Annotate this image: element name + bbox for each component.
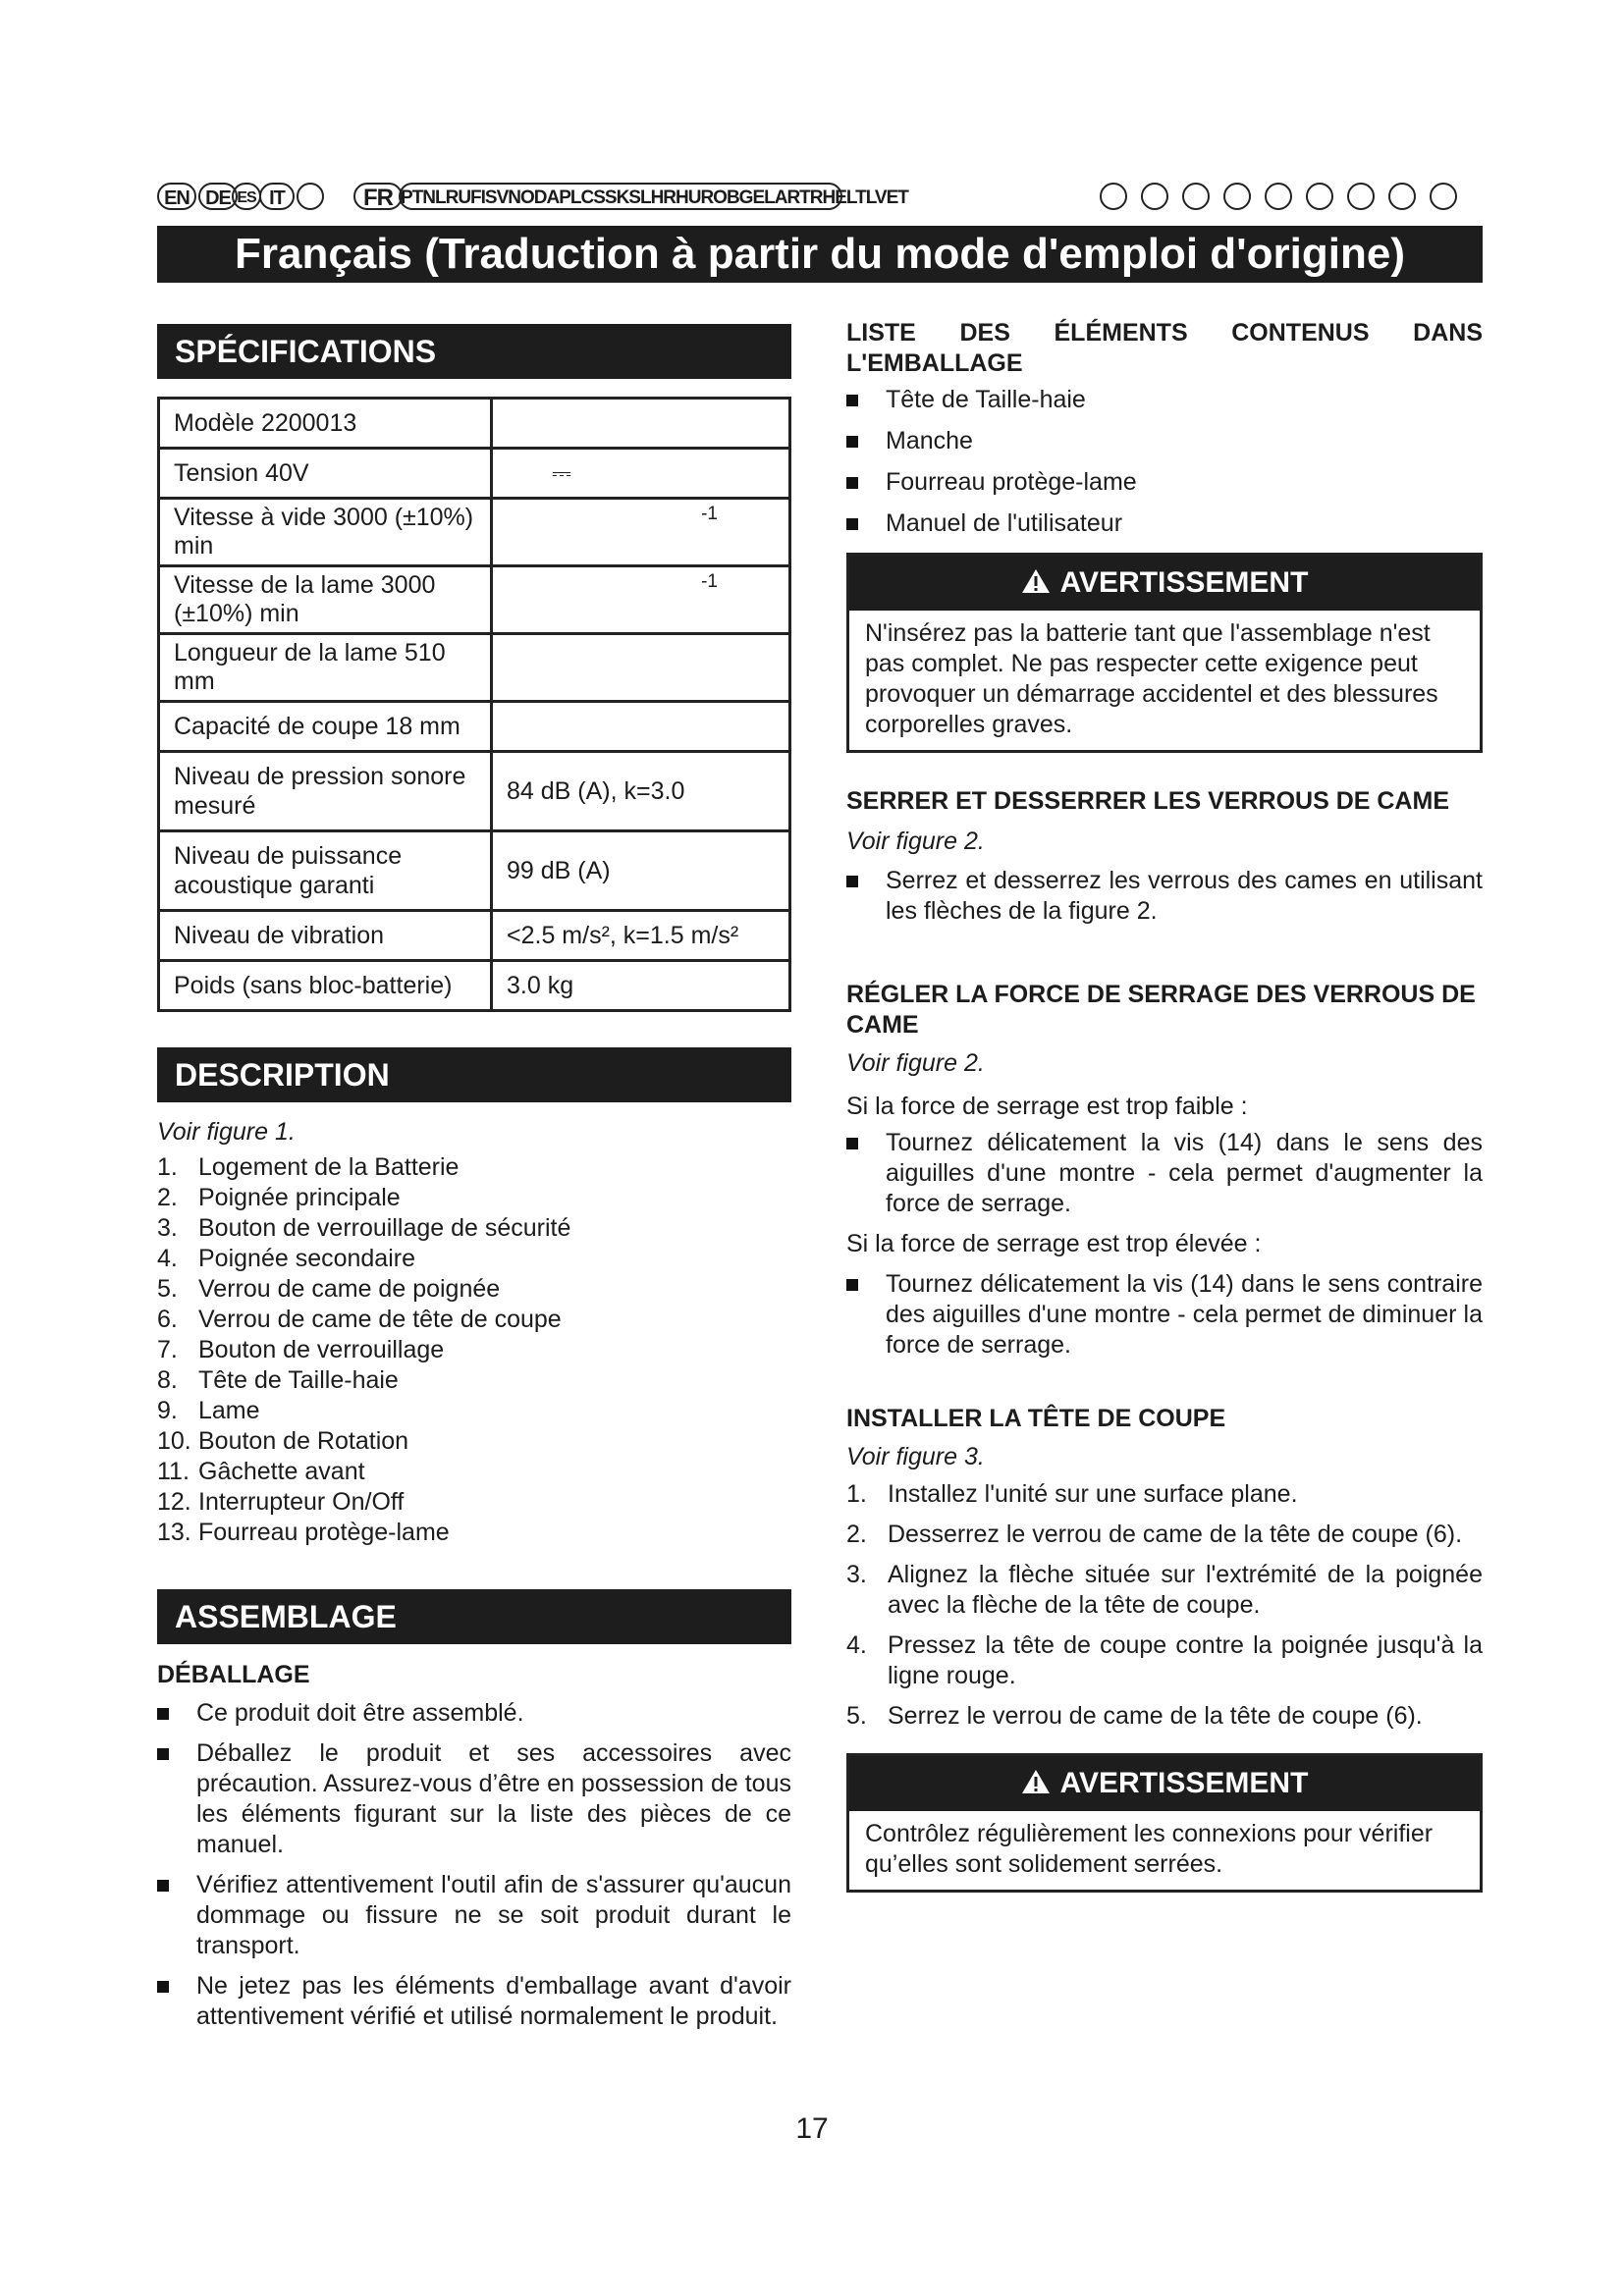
item-text: Serrez le verrou de came de la tête de coupe (6).	[888, 1702, 1423, 1730]
lang-tabs-other[interactable]: PTNLRUFISVNODAPLCSSKSLHRHUROBGELARTRHELTLVET	[399, 183, 842, 210]
spec-label: Poids (sans bloc-batterie)	[159, 961, 492, 1011]
list-item	[157, 1274, 791, 1305]
item-text: Manche	[886, 427, 973, 454]
item-number: 5.	[157, 1275, 178, 1303]
liste-heading: LISTE DES ÉLÉMENTS CONTENUS DANS L'EMBALLAGE	[846, 319, 1483, 377]
warning-heading-text: AVERTISSEMENT	[1059, 1767, 1309, 1799]
right-column	[846, 318, 1483, 1893]
package-contents-list	[846, 385, 1483, 539]
spec-value: 3.0 kg	[492, 961, 790, 1011]
lang-tab-blank[interactable]	[1100, 183, 1127, 210]
lang-tab-fr-active[interactable]: FR	[353, 183, 403, 210]
table-row	[159, 702, 790, 752]
list-item	[157, 1183, 791, 1213]
installer-steps	[846, 1479, 1483, 1732]
item-text: Déballez le produit et ses accessoires avec précaution. Assurez-vous d’être en possession de tous les éléments figurant sur la liste des pièces de ce manuel.	[196, 1739, 791, 1858]
item-text: Installez l'unité sur une surface plane.	[888, 1480, 1298, 1508]
list-item	[157, 1396, 791, 1426]
item-text: Bouton de verrouillage de sécurité	[198, 1214, 571, 1242]
item-text: Tête de Taille-haie	[198, 1366, 399, 1394]
item-text: Ce produit doit être assemblé.	[196, 1699, 524, 1727]
item-text: Fourreau protège-lame	[886, 468, 1137, 496]
item-text: Alignez la flèche située sur l'extrémité de la poignée avec la flèche de la tête de coupe.	[888, 1561, 1483, 1619]
spec-value	[492, 702, 790, 752]
spec-value: -1	[492, 566, 790, 634]
see-figure-2: Voir figure 2.	[846, 1049, 985, 1077]
warning-box	[846, 1753, 1483, 1893]
list-item	[157, 1365, 791, 1396]
lang-tab-de[interactable]: DE	[198, 183, 238, 210]
lang-tab-blank[interactable]	[1430, 183, 1457, 210]
list-item	[157, 1244, 791, 1274]
lang-tab-blank[interactable]	[1265, 183, 1292, 210]
force-high-text: Si la force de serrage est trop élevée :	[846, 1230, 1262, 1257]
item-text: Logement de la Batterie	[198, 1153, 460, 1181]
item-number: 3.	[157, 1214, 178, 1242]
spec-label: Tension 40V	[159, 449, 492, 499]
item-text: Serrez et desserrez les verrous des cames en utilisant les flèches de la figure 2.	[886, 867, 1483, 925]
list-item	[846, 1479, 1483, 1510]
list-item	[157, 1457, 791, 1487]
item-text: Bouton de Rotation	[198, 1427, 409, 1455]
deballage-subheading: DÉBALLAGE	[157, 1661, 310, 1688]
bullet-square-icon	[846, 477, 858, 489]
warning-text: N'insérez pas la batterie tant que l'assemblage n'est pas complet. Ne pas respecter cette exigence peut provoquer un démarrage accidentel et des blessures corporelles graves.	[865, 619, 1438, 738]
bullet-square-icon	[846, 1138, 858, 1149]
spec-label: Niveau de vibration	[159, 911, 492, 961]
list-item	[157, 1335, 791, 1365]
item-text: Tête de Taille-haie	[886, 386, 1086, 413]
list-item	[157, 1518, 791, 1548]
warning-heading-text: AVERTISSEMENT	[1059, 566, 1309, 599]
list-item	[157, 1213, 791, 1244]
item-number: 8.	[157, 1366, 178, 1394]
list-item	[157, 1152, 791, 1183]
item-text: Poignée secondaire	[198, 1245, 415, 1272]
list-item	[846, 426, 1483, 456]
item-number: 4.	[157, 1245, 178, 1272]
warning-heading	[849, 556, 1480, 611]
item-number: 9.	[157, 1397, 178, 1424]
list-item	[846, 385, 1483, 415]
item-number: 13.	[157, 1519, 191, 1546]
spec-label: Niveau de pression sonore mesuré	[159, 752, 492, 831]
item-number: 10.	[157, 1427, 191, 1455]
item-text: Tournez délicatement la vis (14) dans le sens contraire des aiguilles d'une montre - cela permet de diminuer la force de serrage.	[886, 1270, 1483, 1359]
regler-heading: RÉGLER LA FORCE DE SERRAGE DES VERROUS DE CAME	[846, 981, 1476, 1039]
item-number: 12.	[157, 1488, 191, 1516]
list-item	[157, 1698, 791, 1729]
list-item	[157, 1305, 791, 1335]
list-item	[846, 1520, 1483, 1550]
list-item	[846, 1128, 1483, 1219]
item-number: 2.	[157, 1184, 178, 1211]
list-item	[846, 1701, 1483, 1732]
item-text: Poignée principale	[198, 1184, 401, 1211]
item-number: 7.	[157, 1336, 178, 1363]
spec-value: <2.5 m/s², k=1.5 m/s²	[492, 911, 790, 961]
list-item	[157, 1738, 791, 1860]
lang-tab-blank[interactable]	[1223, 183, 1251, 210]
item-number: 1.	[846, 1480, 867, 1508]
bullet-square-icon	[846, 395, 858, 406]
spec-value	[492, 634, 790, 702]
left-column	[157, 324, 791, 2042]
list-item	[846, 866, 1483, 927]
item-text: Pressez la tête de coupe contre la poignée jusqu'à la ligne rouge.	[888, 1631, 1483, 1689]
item-number: 1.	[157, 1153, 178, 1181]
lang-tab-es[interactable]: ES	[232, 183, 261, 210]
lang-tab-it[interactable]: IT	[259, 183, 295, 210]
warning-triangle-icon	[1021, 1769, 1051, 1794]
list-item	[157, 1426, 791, 1457]
deballage-list	[157, 1698, 791, 2032]
see-figure-1: Voir figure 1.	[157, 1118, 296, 1146]
item-number: 4.	[846, 1631, 867, 1659]
page-number: 17	[795, 2112, 829, 2145]
item-text: Fourreau protège-lame	[198, 1519, 450, 1546]
list-item	[157, 1870, 791, 1961]
list-item	[157, 1971, 791, 2032]
lang-tab-blank[interactable]	[297, 183, 324, 210]
bullet-square-icon	[846, 436, 858, 448]
bullet-square-icon	[846, 876, 858, 887]
spec-value: 84 dB (A), k=3.0	[492, 752, 790, 831]
assemblage-heading: ASSEMBLAGE	[157, 1589, 791, 1644]
item-text: Desserrez le verrou de came de la tête de coupe (6).	[888, 1521, 1463, 1548]
force-high-list	[846, 1269, 1483, 1361]
spec-value: ⎓	[492, 449, 790, 499]
lang-tab-blank[interactable]	[1347, 183, 1375, 210]
spec-label: Modèle 2200013	[159, 399, 492, 449]
spec-label: Longueur de la lame 510 mm	[159, 634, 492, 702]
item-number: 11.	[157, 1458, 189, 1485]
table-row	[159, 499, 790, 566]
specifications-heading: SPÉCIFICATIONS	[157, 324, 791, 379]
spec-label: Vitesse à vide 3000 (±10%) min	[159, 499, 492, 566]
warning-triangle-icon	[1021, 568, 1051, 594]
item-text: Gâchette avant	[198, 1458, 365, 1485]
item-text: Verrou de came de tête de coupe	[198, 1306, 562, 1333]
description-heading: DESCRIPTION	[157, 1047, 791, 1102]
list-item	[157, 1487, 791, 1518]
item-text: Verrou de came de poignée	[198, 1275, 501, 1303]
item-text: Interrupteur On/Off	[198, 1488, 405, 1516]
bullet-square-icon	[157, 1981, 169, 1993]
item-number: 2.	[846, 1521, 867, 1548]
lang-tab-en[interactable]: EN	[157, 183, 196, 210]
lang-tab-blank[interactable]	[1182, 183, 1210, 210]
serrer-heading: SERRER ET DESSERRER LES VERROUS DE CAME	[846, 787, 1449, 815]
list-item	[846, 1560, 1483, 1621]
table-row	[159, 752, 790, 831]
serrer-list	[846, 866, 1483, 927]
specifications-table	[157, 397, 791, 1012]
item-text: Tournez délicatement la vis (14) dans le sens des aiguilles d'une montre - cela permet d'augmenter la force de serrage.	[886, 1129, 1483, 1217]
table-row	[159, 961, 790, 1011]
table-row	[159, 634, 790, 702]
spec-label: Niveau de puissance acoustique garanti	[159, 831, 492, 911]
table-row	[159, 399, 790, 449]
bullet-square-icon	[846, 1279, 858, 1291]
lang-tab-blank[interactable]	[1306, 183, 1333, 210]
see-figure-3: Voir figure 3.	[846, 1443, 985, 1470]
language-strip	[157, 179, 1483, 214]
bullet-square-icon	[846, 518, 858, 530]
bullet-square-icon	[157, 1880, 169, 1892]
list-item	[846, 467, 1483, 498]
parts-list	[157, 1152, 791, 1548]
table-row	[159, 831, 790, 911]
page-title: Français (Traduction à partir du mode d'emploi d'origine)	[157, 226, 1483, 283]
bullet-square-icon	[157, 1708, 169, 1720]
spec-value	[492, 399, 790, 449]
list-item	[846, 1630, 1483, 1691]
force-low-list	[846, 1128, 1483, 1219]
item-number: 6.	[157, 1306, 178, 1333]
table-row	[159, 449, 790, 499]
list-item	[846, 1269, 1483, 1361]
installer-heading: INSTALLER LA TÊTE DE COUPE	[846, 1405, 1226, 1432]
see-figure-2: Voir figure 2.	[846, 828, 985, 855]
list-item	[846, 508, 1483, 539]
item-text: Vérifiez attentivement l'outil afin de s'assurer qu'aucun dommage ou fissure ne se soit produit durant le transport.	[196, 1871, 791, 1959]
lang-tab-blank[interactable]	[1388, 183, 1416, 210]
item-text: Bouton de verrouillage	[198, 1336, 445, 1363]
warning-text: Contrôlez régulièrement les connexions pour vérifier qu’elles sont solidement serrées.	[865, 1820, 1434, 1878]
warning-heading	[849, 1756, 1480, 1811]
table-row	[159, 911, 790, 961]
spec-value: 99 dB (A)	[492, 831, 790, 911]
item-number: 5.	[846, 1702, 867, 1730]
warning-box	[846, 553, 1483, 753]
item-text: Manuel de l'utilisateur	[886, 509, 1123, 537]
spec-value: -1	[492, 499, 790, 566]
lang-tab-blank[interactable]	[1141, 183, 1168, 210]
item-number: 3.	[846, 1561, 867, 1588]
table-row	[159, 566, 790, 634]
force-low-text: Si la force de serrage est trop faible :	[846, 1093, 1248, 1120]
item-text: Ne jetez pas les éléments d'emballage avant d'avoir attentivement vérifié et utilisé normalement le produit.	[196, 1972, 791, 2030]
item-text: Lame	[198, 1397, 260, 1424]
spec-label: Capacité de coupe 18 mm	[159, 702, 492, 752]
bullet-square-icon	[157, 1748, 169, 1760]
spec-label: Vitesse de la lame 3000 (±10%) min	[159, 566, 492, 634]
